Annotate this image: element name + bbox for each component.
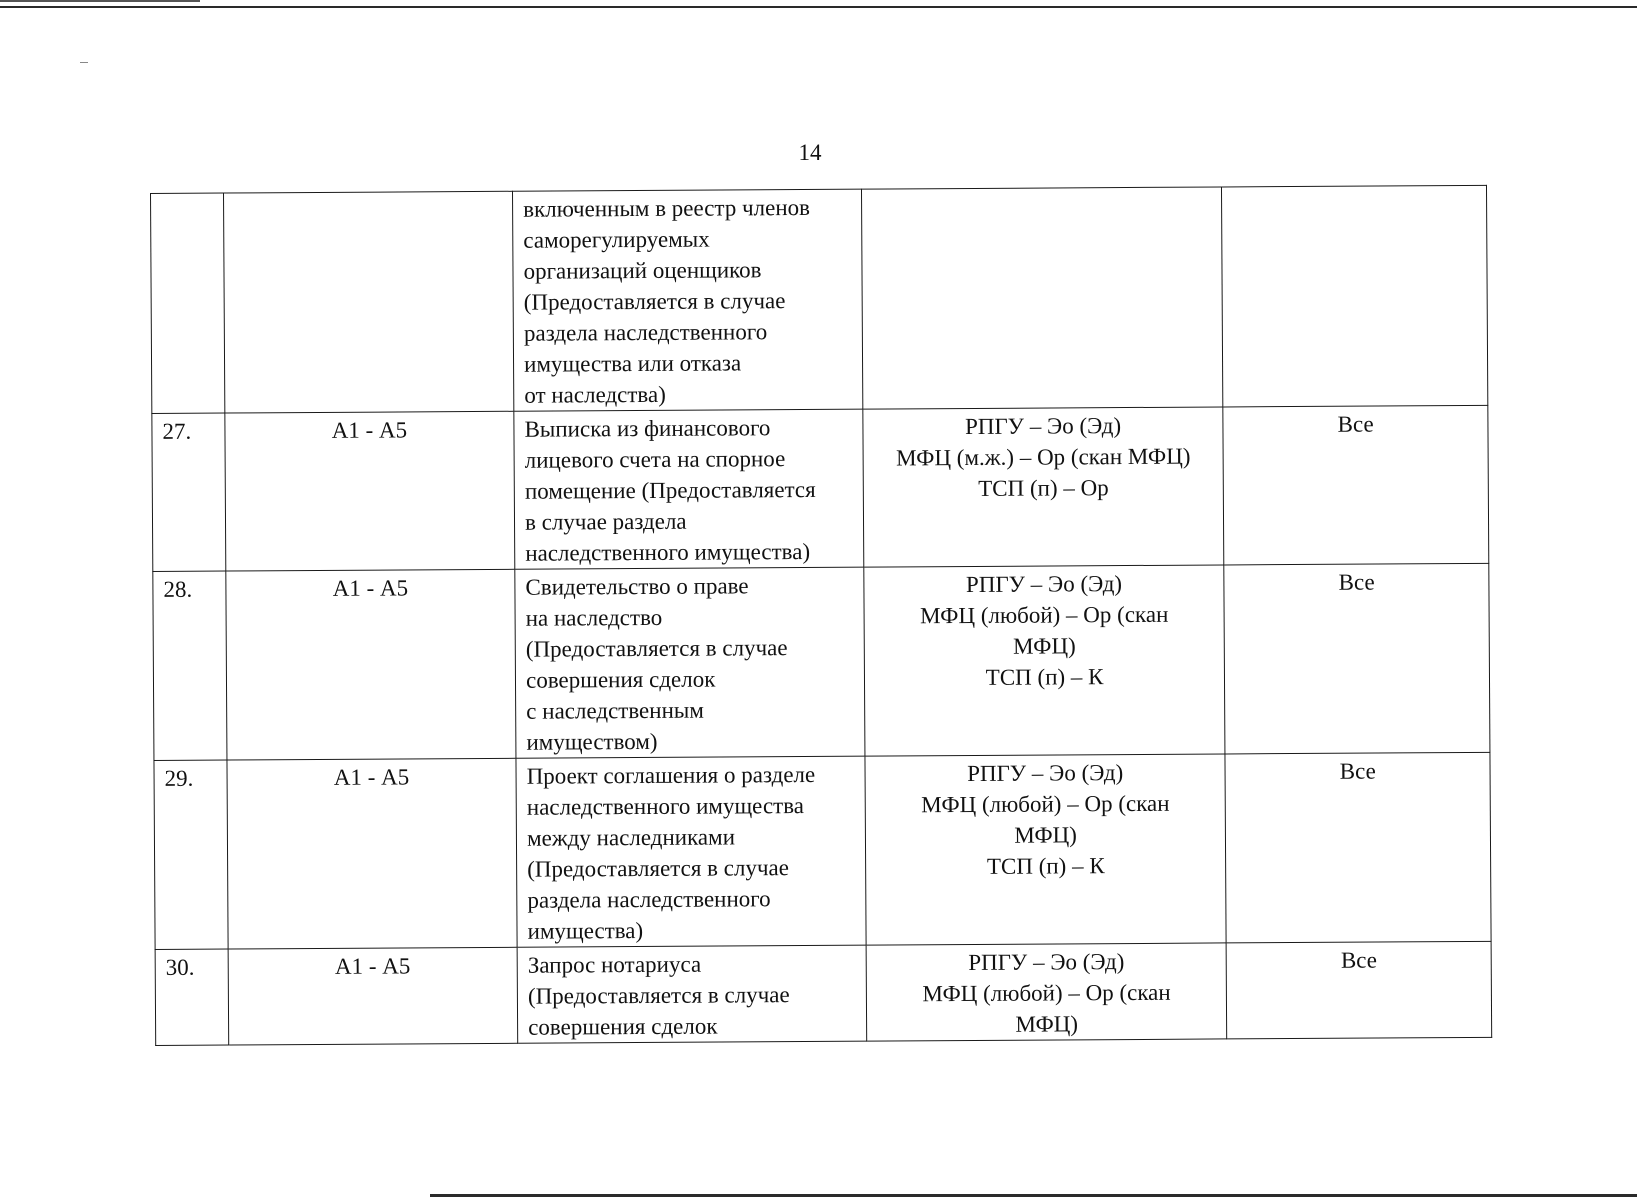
submission-method-line: РПГУ – Эо (Эд)	[965, 571, 1123, 598]
submission-method-line: МФЦ)	[1014, 822, 1077, 848]
table-body	[151, 185, 1492, 1045]
document-description-line: саморегулируемых	[523, 226, 710, 253]
document-description-line: (Предоставляется в случае	[525, 635, 788, 662]
table-row	[154, 752, 1491, 949]
document-description-line: (Предоставляется в случае	[523, 288, 786, 315]
document-description-cell	[517, 945, 866, 1043]
applicability-cell	[1222, 185, 1488, 407]
submission-method-cell	[865, 754, 1227, 945]
scan-top-border	[0, 6, 1637, 8]
table-row	[155, 941, 1492, 1045]
submission-method-line: ТСП (п) – К	[986, 853, 1105, 879]
scan-speck	[80, 62, 88, 63]
document-description-cell	[516, 756, 866, 947]
row-number-cell: 30.	[155, 949, 228, 1045]
row-number-cell: 27.	[152, 413, 226, 571]
document-description-line: (Предоставляется в случае	[527, 982, 790, 1009]
submission-method-cell	[863, 407, 1225, 567]
document-description-line: включенным в реестр членов	[523, 194, 811, 222]
document-description-line: в случае раздела	[525, 508, 687, 535]
document-description-line: Запрос нотариуса	[527, 951, 702, 978]
submission-method-line: МФЦ (любой) – Ор (скан	[920, 601, 1169, 629]
applicability-cell: Все	[1223, 405, 1488, 565]
document-description-line: наследственного имущества)	[525, 538, 811, 566]
document-description-line: имущества или отказа	[524, 350, 742, 377]
row-number-cell: 29.	[154, 760, 228, 949]
document-description-line: наследственного имущества	[526, 793, 805, 820]
applicant-code-cell: А1 - А5	[226, 569, 516, 760]
submission-method-line: ТСП (п) – Ор	[978, 475, 1109, 501]
document-description-line: (Предоставляется в случае	[527, 855, 789, 882]
document-description-line: от наследства)	[524, 381, 666, 408]
submission-method-line: РПГУ – Эо (Эд)	[967, 760, 1124, 787]
page-number: 14	[798, 140, 822, 165]
applicant-code-cell	[223, 191, 514, 413]
scan-bottom-border	[430, 1194, 1637, 1197]
document-description-line: совершения сделок	[525, 666, 716, 693]
document-description-line: раздела наследственного	[523, 319, 768, 346]
applicant-code-cell: А1 - А5	[228, 947, 518, 1045]
submission-method-line: МФЦ (любой) – Ор (скан	[921, 790, 1170, 818]
submission-method-line: РПГУ – Эо (Эд)	[968, 949, 1125, 976]
document-description-line: помещение (Предоставляется	[524, 476, 816, 504]
document-description-line: между наследниками	[526, 824, 736, 851]
submission-method-line: МФЦ)	[1013, 633, 1076, 659]
submission-method-line: МФЦ)	[1015, 1011, 1079, 1037]
document-description-line: на наследство	[525, 604, 663, 631]
document-description-line: имущества)	[527, 918, 644, 944]
submission-method-cell	[866, 943, 1227, 1041]
submission-method-line: МФЦ (м.ж.) – Ор (скан МФЦ)	[896, 443, 1191, 471]
submission-method-line: РПГУ – Эо (Эд)	[964, 413, 1122, 440]
documents-table	[150, 185, 1492, 1046]
submission-method-line: ТСП (п) – К	[985, 664, 1104, 690]
row-number-cell	[151, 193, 225, 413]
document-description-line: Свидетельство о праве	[525, 573, 749, 600]
submission-method-line: МФЦ (любой) – Ор (скан	[922, 979, 1171, 1007]
applicant-code-cell: А1 - А5	[227, 758, 517, 949]
scan-edge-mark	[0, 0, 200, 2]
applicability-cell: Все	[1225, 752, 1491, 943]
document-description-cell	[515, 567, 865, 758]
table-row	[153, 563, 1490, 760]
document-description-line: имуществом)	[526, 728, 658, 755]
row-number-cell: 28.	[153, 571, 227, 760]
submission-method-cell	[864, 565, 1226, 756]
document-description-cell	[513, 189, 863, 411]
document-description-cell	[514, 409, 864, 569]
document-description-line: совершения сделок	[528, 1013, 718, 1040]
document-description-line: с наследственным	[526, 697, 704, 724]
applicability-cell: Все	[1224, 563, 1490, 754]
table-row	[152, 405, 1489, 571]
submission-method-cell	[861, 187, 1223, 409]
document-description-line: Выписка из финансового	[524, 415, 771, 442]
document-description-line: Проект соглашения о разделе	[526, 761, 816, 789]
table-row	[151, 185, 1488, 413]
applicant-code-cell: А1 - А5	[225, 411, 515, 571]
document-description-line: раздела наследственного	[527, 886, 771, 913]
document-description-line: организаций оценщиков	[523, 257, 762, 284]
document-description-line: лицевого счета на спорное	[524, 446, 786, 473]
applicability-cell: Все	[1227, 941, 1492, 1039]
